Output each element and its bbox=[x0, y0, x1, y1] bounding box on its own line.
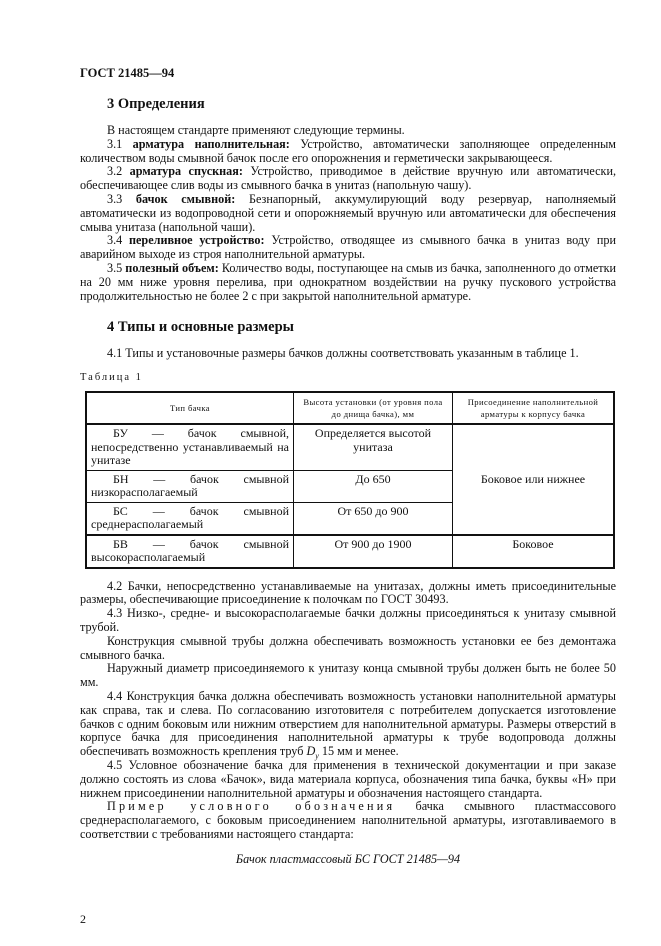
definition-text: Устройство, отводящее из смывного бачка в унитаз воду при аварийном выходе из строя наполнительной арматуры. bbox=[80, 233, 616, 262]
header-tank-type: Тип бачка bbox=[86, 392, 294, 424]
cell-type: БН — бачок смывной низкорасполагаемый bbox=[86, 470, 294, 502]
definition-term: арматура наполнительная: bbox=[132, 136, 290, 151]
paragraph-4-3: 4.3 Низко-, средне- и высокорасполагаемые бачки должны присоединяться к унитазу смывной трубой. bbox=[80, 606, 616, 635]
example-label: Пример условного обозначения bbox=[107, 799, 396, 814]
cell-height: От 900 до 1900 bbox=[294, 535, 453, 568]
definition-3-3 bbox=[80, 193, 616, 234]
table-row bbox=[86, 535, 614, 568]
definition-3-1 bbox=[80, 138, 616, 166]
definition-term: полезный объем: bbox=[125, 260, 219, 275]
cell-type: БВ — бачок смывной высокорасполагаемый bbox=[86, 535, 294, 568]
paragraph-4-4-text: 4.4 Конструкция бачка должна обеспечивать возможность установки наполнительной арматуры как справа, так и слева. По согласованию изготовителя с потребителем допускается изготовление бачков с одним боковым или нижним отверстием для наполнительной арматуры. Размеры отверстий в корпусе бачка для присоединения наполнительной арматуры к трубе водопровода должны обеспечивать возможность крепления труб bbox=[80, 689, 616, 759]
definition-number: 3.4 bbox=[107, 233, 123, 248]
symbol-subscript: y bbox=[315, 751, 319, 761]
paragraph-4-2: 4.2 Бачки, непосредственно устанавливаемые на унитазах, должны иметь присоединительные размеры, обеспечивающие присоединение к полочкам по ГОСТ 30493. bbox=[80, 578, 616, 607]
paragraph-4-3-c: Наружный диаметр присоединяемого к унитазу конца смывной трубы должен быть не более 50 мм. bbox=[80, 661, 616, 690]
cell-connection: Боковое bbox=[453, 535, 615, 568]
section-4-title: 4 Типы и основные размеры bbox=[107, 319, 294, 336]
cell-connection-merged: Боковое или нижнее bbox=[453, 424, 615, 535]
cell-type: БС — бачок смывной среднерасполагаемый bbox=[86, 502, 294, 535]
table-caption: Таблица 1 bbox=[80, 372, 143, 384]
document-header: ГОСТ 21485—94 bbox=[80, 66, 175, 80]
definition-term: бачок смывной: bbox=[135, 191, 236, 206]
definition-number: 3.5 bbox=[107, 260, 123, 275]
paragraph-4-4 bbox=[80, 690, 616, 759]
definition-text: Устройство, автоматически заполняющее определенным количеством воды смывной бачок после его опорожнения и герметически закрывающееся. bbox=[80, 136, 617, 165]
page-number: 2 bbox=[80, 911, 86, 926]
example-text: бачка смывного пластмассового среднерасполагаемого, с боковым присоединением наполнительной арматуры, изготавливаемого в соответствии с требованиями настоящего стандарта: bbox=[80, 799, 617, 841]
example-designation: Бачок пластмассовый БС ГОСТ 21485—94 bbox=[235, 851, 461, 866]
definition-3-4 bbox=[80, 234, 616, 262]
definition-3-2 bbox=[80, 165, 616, 193]
definition-3-5 bbox=[80, 262, 616, 303]
definition-text: Количество воды, поступающее на смыв из бачка, заполненного до отметки на 20 мм ниже уровня перелива, при однократном воздействии на ручку пускового устройства продолжительностью не более 2 с при закрытой наполнительной арматуре. bbox=[80, 260, 617, 303]
cell-type: БУ — бачок смывной, непосредственно устанавливаемый на унитазе bbox=[86, 424, 294, 470]
table-header-row bbox=[86, 392, 614, 424]
definition-term: арматура спускная: bbox=[129, 164, 243, 179]
paragraph-4-3-b: Конструкция смывной трубы должна обеспечивать возможность установки ее без демонтажа смывного бачка. bbox=[80, 633, 616, 662]
definition-number: 3.3 bbox=[107, 191, 123, 206]
paragraph-4-4-end: 15 мм и менее. bbox=[321, 744, 399, 759]
paragraph-4-1 bbox=[80, 347, 616, 361]
section-4-body bbox=[80, 580, 616, 842]
definition-term: переливное устройство: bbox=[129, 233, 265, 248]
section-3-body bbox=[80, 124, 616, 303]
header-connection: Присоединение наполнительной арматуры к корпусу бачка bbox=[453, 392, 615, 424]
section-3-title: 3 Определения bbox=[107, 96, 205, 112]
table-row bbox=[86, 424, 614, 470]
definition-number: 3.1 bbox=[107, 136, 123, 151]
symbol-d: D bbox=[306, 744, 316, 759]
cell-height: Определяется высотой унитаза bbox=[294, 424, 453, 470]
section-3-intro: В настоящем стандарте применяют следующие термины. bbox=[107, 123, 405, 137]
cell-height: От 650 до 900 bbox=[294, 502, 453, 535]
paragraph-4-1-text: 4.1 Типы и установочные размеры бачков должны соответствовать указанным в таблице 1. bbox=[107, 346, 579, 361]
definition-text: Безнапорный, аккумулирующий воду резервуар, наполняемый автоматически из водопроводной сети и опорожняемый вручную или автоматически для обеспечения смыва унитаза (напольной чаши). bbox=[80, 191, 616, 234]
example-paragraph bbox=[80, 800, 616, 841]
definition-text: Устройство, приводимое в действие вручную или автоматически, обеспечивающее слив воды из смывного бачка в унитаз (напольную чашу). bbox=[80, 164, 617, 193]
definition-number: 3.2 bbox=[107, 164, 123, 179]
paragraph-4-5: 4.5 Условное обозначение бачка для применения в технической документации и при заказе должно состоять из слова «Бачок», вида материала корпуса, обозначения типа бачка, буквы «Н» при нижнем присоединении наполнительной арматуры и обозначения настоящего стандарта. bbox=[80, 758, 616, 800]
cell-height: До 650 bbox=[294, 470, 453, 502]
tank-types-table bbox=[85, 391, 615, 569]
header-install-height: Высота установки (от уровня пола до днища бачка), мм bbox=[294, 392, 453, 424]
